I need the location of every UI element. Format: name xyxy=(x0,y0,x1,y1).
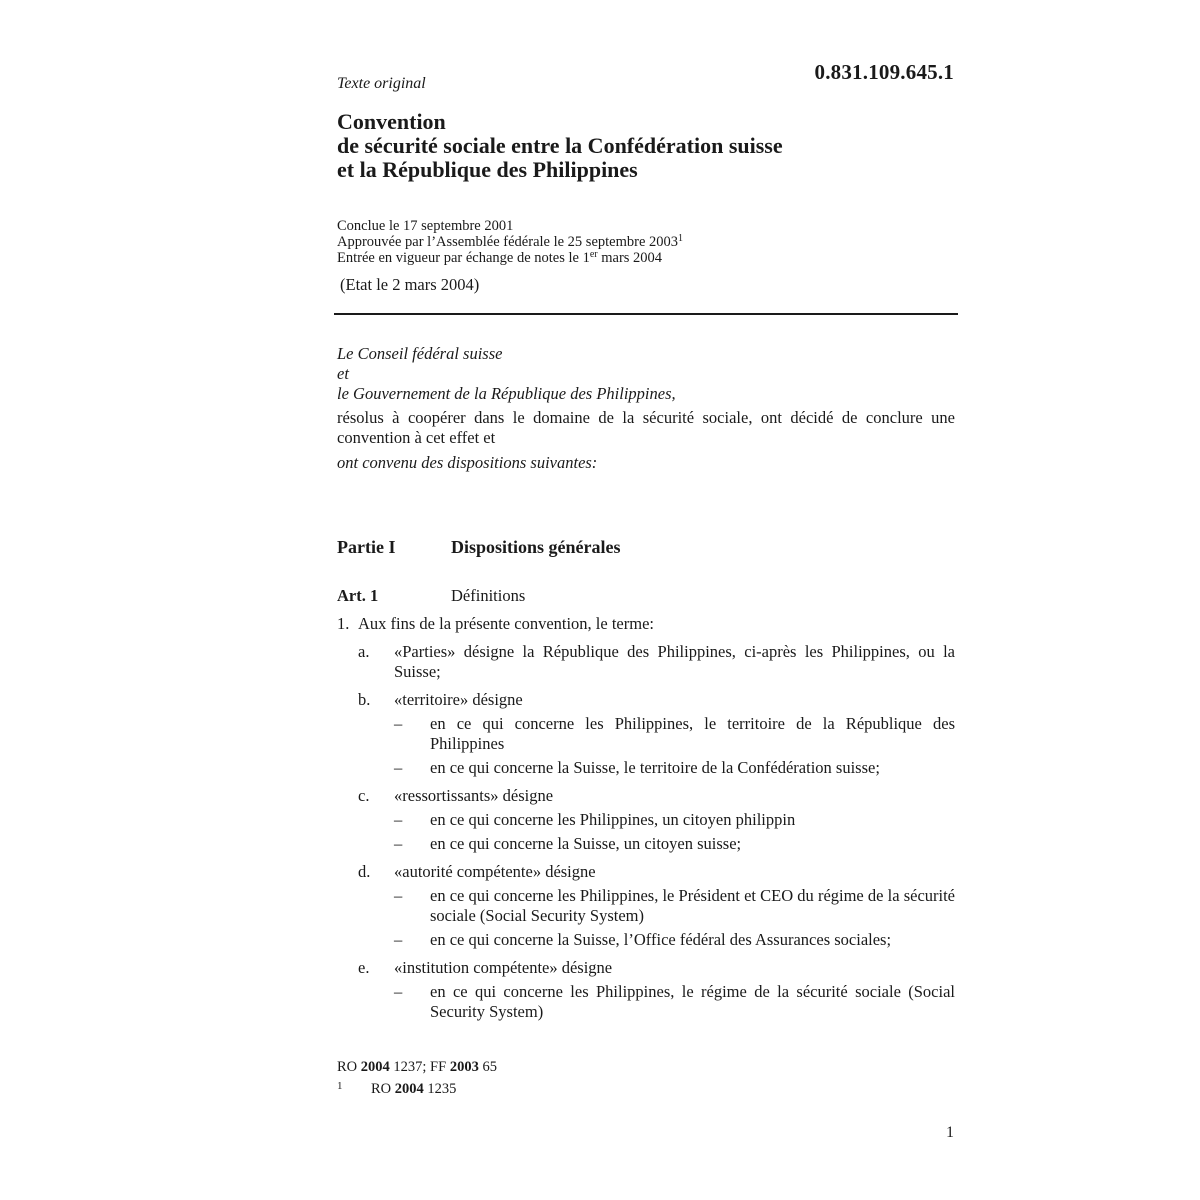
definition-c xyxy=(337,786,955,806)
page-number: 1 xyxy=(946,1124,954,1141)
definition-b-sub-2 xyxy=(337,758,955,778)
definition-c-sub-2 xyxy=(337,834,955,854)
sub-item-text: en ce qui concerne la Suisse, un citoyen suisse; xyxy=(430,834,742,853)
part-label: Partie I xyxy=(337,537,396,557)
publication-reference: RO 2004 1237; FF 2003 65 xyxy=(337,1059,497,1075)
footnote-ref[interactable]: 1 xyxy=(678,233,684,244)
footnote-1: 1 RO 2004 1235 xyxy=(337,1077,497,1099)
sub-item-text: en ce qui concerne la Suisse, le territoire de la Confédération suisse; xyxy=(430,758,880,777)
preamble xyxy=(337,344,955,473)
definition-e xyxy=(337,958,955,978)
sr-number: 0.831.109.645.1 xyxy=(814,60,954,84)
state-date: (Etat le 2 mars 2004) xyxy=(340,275,480,294)
definition-b-sub-1 xyxy=(337,714,955,754)
sub-item-text: en ce qui concerne les Philippines, le régime de la sécurité sociale (Social Security System) xyxy=(430,982,955,1021)
item-letter: c. xyxy=(358,786,370,805)
title-line-2: de sécurité sociale entre la Confédération suisse xyxy=(337,133,783,158)
item-text: «ressortissants» désigne xyxy=(394,786,554,805)
title-line-3: et la République des Philippines xyxy=(337,157,638,182)
document-title xyxy=(337,110,957,182)
paragraph-1 xyxy=(337,614,955,634)
definition-e-sub-1 xyxy=(337,982,955,1022)
sub-item-text: en ce qui concerne les Philippines, le Président et CEO du régime de la sécurité sociale (Social Security System) xyxy=(430,886,955,925)
item-text: «Parties» désigne la République des Philippines, ci-après les Philippines, ou la Suisse; xyxy=(394,642,955,681)
dash-marker: – xyxy=(394,758,403,777)
dash-marker: – xyxy=(394,714,403,733)
part-title: Dispositions générales xyxy=(451,537,621,557)
original-text-label: Texte original xyxy=(337,75,426,92)
item-text: «territoire» désigne xyxy=(394,690,523,709)
item-letter: e. xyxy=(358,958,370,977)
concluded-date: Conclue le 17 septembre 2001 xyxy=(337,218,514,234)
definition-d-sub-1 xyxy=(337,886,955,926)
dash-marker: – xyxy=(394,930,403,949)
dash-marker: – xyxy=(394,834,403,853)
sub-item-text: en ce qui concerne les Philippines, le territoire de la République des Philippines xyxy=(430,714,955,753)
part-heading xyxy=(337,537,621,558)
paragraph-text: Aux fins de la présente convention, le terme: xyxy=(358,614,654,633)
definition-d xyxy=(337,862,955,882)
definition-d-sub-2 xyxy=(337,930,955,950)
paragraph-number: 1. xyxy=(337,614,350,633)
party-1: Le Conseil fédéral suisse xyxy=(337,344,503,363)
item-letter: b. xyxy=(358,690,371,709)
item-text: «institution compétente» désigne xyxy=(394,958,613,977)
sub-item-text: en ce qui concerne la Suisse, l’Office fédéral des Assurances sociales; xyxy=(430,930,892,949)
dash-marker: – xyxy=(394,982,403,1001)
definition-c-sub-1 xyxy=(337,810,955,830)
conjunction: et xyxy=(337,364,349,383)
footnote-number: 1 xyxy=(337,1080,343,1092)
party-2: le Gouvernement de la République des Philippines, xyxy=(337,384,676,403)
header-divider xyxy=(334,313,958,315)
resolve-text: résolus à coopérer dans le domaine de la sécurité sociale, ont décidé de conclure une convention à cet effet et xyxy=(337,408,955,447)
sub-item-text: en ce qui concerne les Philippines, un citoyen philippin xyxy=(430,810,796,829)
dash-marker: – xyxy=(394,886,403,905)
footnotes xyxy=(337,1058,497,1099)
item-letter: d. xyxy=(358,862,371,881)
adoption-metadata xyxy=(337,218,683,266)
article-body xyxy=(337,614,955,1022)
title-line-1: Convention xyxy=(337,109,446,134)
article-heading xyxy=(337,586,525,606)
item-text: «autorité compétente» désigne xyxy=(394,862,596,881)
definition-b xyxy=(337,690,955,710)
dash-marker: – xyxy=(394,810,403,829)
approval-date: Approuvée par l’Assemblée fédérale le 25 septembre 2003$^1$ xyxy=(337,233,684,250)
definition-a xyxy=(337,642,955,682)
article-label: Art. 1 xyxy=(337,586,379,605)
article-title: Définitions xyxy=(451,586,526,605)
entry-into-force: Entrée en vigueur par échange de notes le 1er mars 2004 xyxy=(337,249,663,266)
item-letter: a. xyxy=(358,642,370,661)
agreed-text: ont convenu des dispositions suivantes: xyxy=(337,453,598,472)
